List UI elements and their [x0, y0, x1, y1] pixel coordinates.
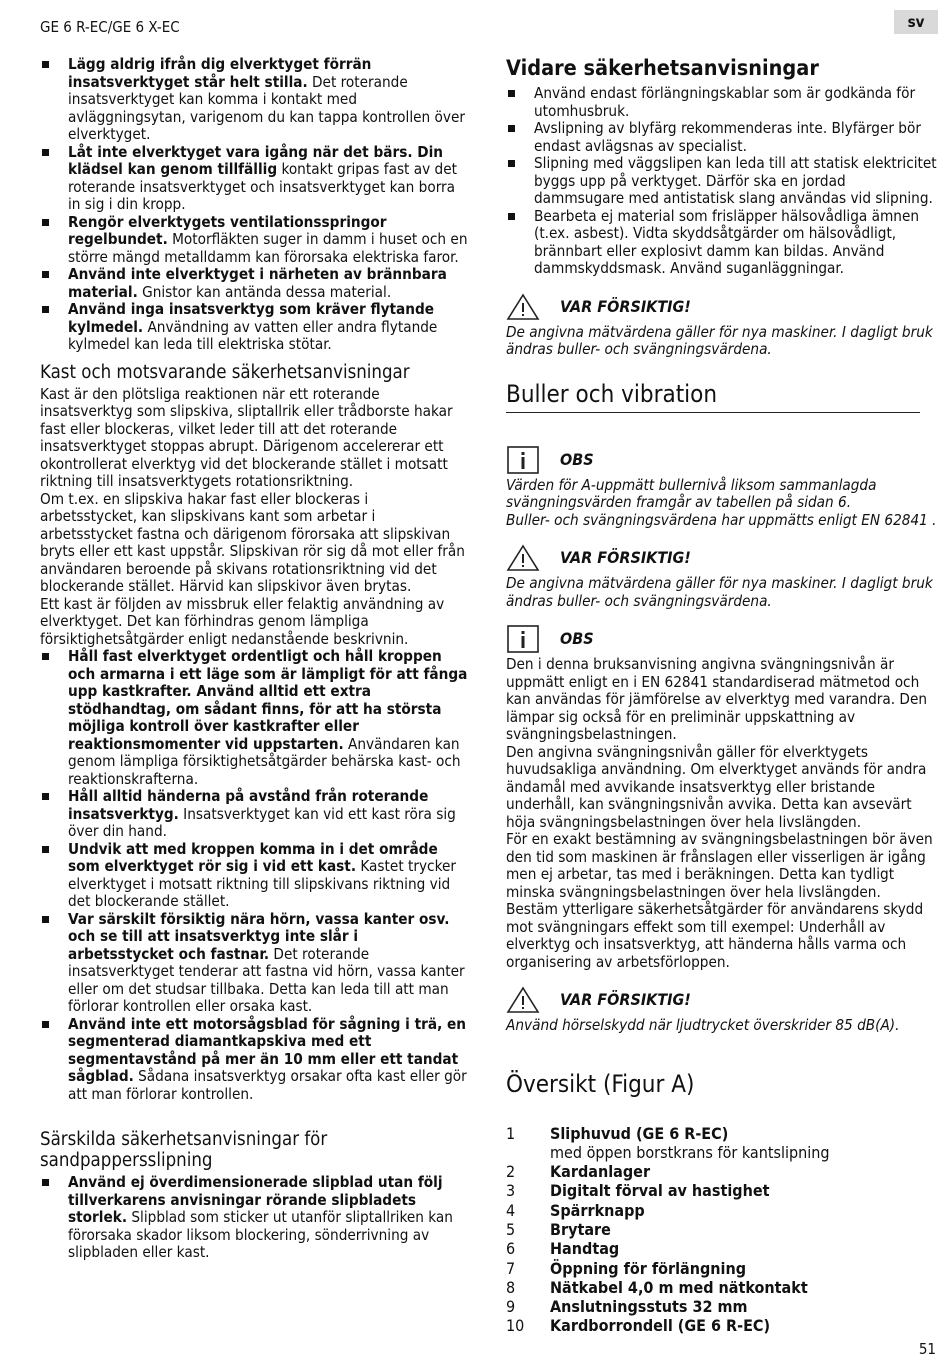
bullet-square-icon: [42, 1179, 49, 1186]
bullet-text: Kastet trycker elverktyget i motsatt riktning till slipskivans riktning vid det blockerande stället.: [68, 857, 456, 910]
safety-bullet-item: [40, 56, 468, 144]
kickback-bullet-list: [40, 648, 468, 1103]
overview-item: [506, 1259, 938, 1278]
overview-item-number: 7: [506, 1258, 516, 1278]
safety-bullet-item: [40, 144, 468, 214]
caution-label: VAR FÖRSIKTIG!: [560, 548, 691, 568]
document-header-title: GE 6 R-EC/GE 6 X-EC: [40, 18, 180, 36]
overview-item-number: 3: [506, 1181, 516, 1201]
bullet-square-icon: [42, 653, 49, 660]
bullet-text: Slipblad som sticker ut utanför sliptallriken kan förorsaka skador liksom blockering, sönderrivning av slipbladen eller kast.: [68, 1208, 453, 1261]
overview-item: [506, 1162, 938, 1181]
bullet-text: Bearbeta ej material som frisläpper hälsovådliga ämnen (t.ex. asbest). Vidta skyddsåtgärder om hälsovådligt, brännbart eller explosivt damm kan bildas. Använd dammskyddsmask. Använd suganläggningar.: [534, 206, 920, 277]
further-safety-heading: Vidare säkerhetsanvisningar: [506, 56, 819, 81]
safety-bullet-item: [40, 266, 468, 301]
further-safety-bullet-item: [506, 85, 938, 120]
bullet-text: Användning av vatten eller andra flytande kylmedel kan leda till elektriska stötar.: [68, 317, 438, 353]
overview-item: [506, 1181, 938, 1200]
overview-item-text: [550, 1278, 808, 1297]
overview-item-text: [550, 1220, 611, 1239]
bullet-square-icon: [508, 213, 515, 220]
caution-note-1: [506, 292, 938, 322]
overview-item-label: Sliphuvud (GE 6 R-EC): [550, 1123, 729, 1143]
kickback-bullet-item: [40, 841, 468, 911]
overview-item-text: [550, 1162, 650, 1181]
bullet-bold-text: Använd ej överdimensionerade slipblad utan följ tillverkarens anvisningar rörande slipbladets storlek.: [68, 1173, 443, 1226]
caution-text: De angivna mätvärdena gäller för nya maskiner. I dagligt bruk ändras buller- och svängningsvärdena.: [506, 574, 933, 610]
bullet-square-icon: [42, 149, 49, 156]
overview-item: [506, 1201, 938, 1220]
overview-item: [506, 1297, 938, 1316]
caution-label: VAR FÖRSIKTIG!: [560, 296, 691, 316]
safety-bullet-item: [40, 214, 468, 267]
further-safety-bullet-item: [506, 208, 938, 278]
safety-bullet-item: [40, 301, 468, 354]
bullet-square-icon: [42, 846, 49, 853]
bullet-square-icon: [42, 793, 49, 800]
caution-note-3: [506, 985, 938, 1015]
bullet-bold-text: Använd inte elverktyget i närheten av brännbara material.: [68, 265, 447, 301]
overview-item-number: 1: [506, 1123, 516, 1143]
overview-list: [506, 1124, 938, 1336]
bullet-text: Insatsverktyget kan vid ett kast röra sig över din hand.: [68, 804, 456, 840]
kickback-paragraph: Kast är den plötsliga reaktionen när ett roterande insatsverktyg som slipskiva, sliptallrik eller trådborste hakar fast eller blockeras, vilket leder till att det roterande insatsverktyget stoppas abrupt. Därigenom accelererar ett okontrollerat elverktyg vid det blockerande stället i motsatt riktning till insatsverktygets rotationsriktning.: [40, 384, 453, 490]
info-note-1: [506, 445, 938, 475]
bullet-bold-text: Var särskilt försiktig nära hörn, vassa kanter osv. och se till att insatsverktyg inte slår i arbetsstycket och fastnar.: [68, 909, 450, 963]
overview-item: [506, 1316, 938, 1335]
overview-item-label: Nätkabel 4,0 m med nätkontakt: [550, 1277, 808, 1297]
overview-item-sub: med öppen borstkrans för kantslipning: [550, 1142, 830, 1162]
bullet-bold-text: Låt inte elverktyget vara igång när det bärs. Din klädsel kan genom tillfällig: [68, 142, 444, 178]
warning-triangle-icon: [506, 544, 540, 572]
kickback-bullet-item: [40, 911, 468, 1016]
caution-text: Använd hörselskydd när ljudtrycket överskrider 85 dB(A).: [506, 1016, 900, 1034]
overview-item-text: [550, 1124, 830, 1163]
overview-item-label: Spärrknapp: [550, 1200, 645, 1220]
bullet-bold-text: Använd inte ett motorsågsblad för sågning i trä, en segmenterad diamantkapskiva med ett segmentavstånd på mer än 10 mm eller ett tandat sågblad.: [68, 1014, 467, 1085]
obs-label: OBS: [560, 629, 594, 649]
caution-note-2: [506, 543, 938, 573]
kickback-paragraphs: [40, 386, 468, 649]
bullet-text: Slipning med väggslipen kan leda till att statisk elektricitet byggs upp på verktyget. Därför ska en jordad dammsugare med antistatisk slang användas vid slipning.: [534, 154, 937, 207]
sanding-heading: Särskilda säkerhetsanvisningar för sandpappersslipning: [40, 1129, 328, 1171]
bullet-text: Motorfläkten suger in damm i huset och en större mängd metalldamm kan förorsaka elektriska faror.: [68, 230, 468, 266]
overview-item: [506, 1239, 938, 1258]
bullet-text: Sådana insatsverktyg orsakar ofta kast eller gör att man förlorar kontrollen.: [68, 1067, 467, 1103]
info-note-2: [506, 624, 938, 654]
overview-item-label: Handtag: [550, 1239, 620, 1259]
further-safety-bullet-item: [506, 120, 938, 155]
overview-item-label: Brytare: [550, 1219, 611, 1239]
overview-item: [506, 1278, 938, 1297]
bullet-square-icon: [42, 219, 49, 226]
overview-heading: Översikt (Figur A): [506, 1069, 695, 1098]
bullet-text: Gnistor kan antända dessa material.: [137, 282, 392, 301]
overview-item-text: [550, 1297, 748, 1316]
noise-vibration-heading: Buller och vibration: [506, 379, 718, 408]
caution-label: VAR FÖRSIKTIG!: [560, 990, 691, 1010]
kickback-bullet-item: [40, 648, 468, 788]
bullet-bold-text: Håll alltid händerna på avstånd från roterande insatsverktyg.: [68, 787, 429, 823]
kickback-paragraph: Om t.ex. en slipskiva hakar fast eller blockeras i arbetsstycket, kan slipskivans kant som arbetar i arbetsstycket fastna och därigenom förorsaka att slipskivan bryts eller ett kast uppstår. Slipskivan rör sig då mot eller från användaren beroende på skivans rotationsriktning vid det blockerande stället. Härvid kan slipskivor även brytas.: [40, 489, 465, 595]
overview-item-number: 8: [506, 1277, 516, 1297]
bullet-square-icon: [508, 90, 515, 97]
bullet-text: Det roterande insatsverktyget kan komma i kontakt med avläggningsytan, varigenom du kan tappa kontrollen över elverktyget.: [68, 72, 465, 143]
overview-item-text: [550, 1181, 769, 1200]
language-badge: sv: [894, 10, 938, 34]
bullet-square-icon: [42, 306, 49, 313]
bullet-text: Det roterande insatsverktyget tenderar att fastna vid hörn, vassa kanter eller om det studsar tillbaka. Detta kan leda till att man förlorar kontrollen eller orsaka kast.: [68, 944, 465, 1015]
overview-item-number: 6: [506, 1239, 516, 1259]
overview-item-number: 9: [506, 1297, 516, 1317]
obs-text-2: Buller- och svängningsvärdena har uppmätts enligt EN 62841 .: [506, 510, 937, 529]
overview-item-text: [550, 1316, 770, 1335]
sanding-bullet-list: [40, 1174, 468, 1262]
overview-item-number: 5: [506, 1219, 516, 1239]
overview-item-number: 2: [506, 1162, 516, 1182]
obs-label: OBS: [560, 449, 594, 469]
further-safety-bullet-item: [506, 155, 938, 208]
bullet-bold-text: Undvik att med kroppen komma in i det område som elverktyget rör sig i vid ett kast.: [68, 839, 438, 875]
overview-item-label: Öppning för förlängning: [550, 1258, 747, 1278]
overview-item: [506, 1124, 938, 1163]
bullet-text: Användaren kan genom lämpliga försiktighetsåtgärder behärska kast- och reaktionskrafterna.: [68, 734, 461, 788]
obs-paragraph: Bestäm ytterligare säkerhetsåtgärder för användarens skydd mot svängningars effekt som till exempel: Underhåll av elverktyg och insatsverktyg, att händerna hålls varma och organisering av arbetsförloppen.: [506, 900, 924, 971]
bullet-square-icon: [42, 271, 49, 278]
obs-paragraphs: [506, 656, 938, 971]
obs-paragraph: Den i denna bruksanvisning angivna svängningsnivån är uppmätt enligt en i EN 62841 standardiserad mätmetod och kan användas för jämförelse av elverktyg med varandra. Den lämpar sig också för en preliminär uppskattning av svängningsbelastningen.: [506, 655, 928, 743]
bullet-square-icon: [42, 916, 49, 923]
bullet-bold-text: Lägg aldrig ifrån dig elverktyget förrän insatsverktyget står helt stilla.: [68, 55, 372, 91]
overview-item-number: 4: [506, 1200, 516, 1220]
obs-text-1: Värden för A-uppmätt bullernivå liksom sammanlagda svängningsvärden framgår av tabellen på sidan 6.: [506, 475, 877, 511]
further-safety-bullet-list: [506, 85, 938, 278]
heading-divider: [506, 412, 920, 413]
bullet-text: Avslipning av blyfärg rekommenderas inte. Blyfärger bör endast avlägsnas av specialist.: [534, 119, 921, 155]
noise-heading-block: [506, 379, 938, 413]
info-icon: [506, 625, 540, 653]
bullet-text: kontakt gripas fast av det roterande insatsverktyget och insatsverktyget kan borra in sig i din kropp.: [68, 160, 457, 213]
overview-item-label: Kardanlager: [550, 1162, 651, 1182]
safety-bullet-list-1: [40, 56, 468, 354]
bullet-bold-text: Håll fast elverktyget ordentligt och håll kroppen och armarna i ett läge som är lämpligt för att fånga upp kastkrafter. Använd alltid ett extra stödhandtag, om sådant finns, för att ha största möjliga kontroll över kastkrafter eller reaktionsmomenter vid uppstarten.: [68, 647, 468, 753]
bullet-text: Använd endast förlängningskablar som är godkända för utomhusbruk.: [534, 84, 916, 120]
bullet-square-icon: [508, 125, 515, 132]
obs-paragraph: För en exakt bestämning av svängningsbelastningen bör även den tid som maskinen är frånslagen eller visserligen är igång men ej arbetar, tas med i beräkningen. Detta kan tydligt minska svängningsbelastningen över hela livslängden.: [506, 830, 933, 901]
bullet-square-icon: [508, 160, 515, 167]
bullet-bold-text: Använd inga insatsverktyg som kräver flytande kylmedel.: [68, 300, 435, 336]
kickback-paragraph: Ett kast är följden av missbruk eller felaktig användning av elverktyget. Det kan förhindras genom lämpliga försiktighetsåtgärder enligt nedanstående beskrivnin.: [40, 594, 445, 648]
overview-item-text: [550, 1259, 746, 1278]
overview-item-label: Anslutningsstuts 32 mm: [550, 1297, 748, 1317]
left-column: [40, 56, 468, 1262]
overview-item-number: 10: [506, 1316, 525, 1336]
overview-item-text: [550, 1201, 645, 1220]
sanding-bullet-item: [40, 1174, 468, 1262]
right-column: [506, 56, 938, 1336]
warning-triangle-icon: [506, 986, 540, 1014]
page-number: 51: [918, 1340, 936, 1358]
info-icon: [506, 446, 540, 474]
bullet-square-icon: [42, 61, 49, 68]
warning-triangle-icon: [506, 293, 540, 321]
overview-item-label: Digitalt förval av hastighet: [550, 1181, 770, 1201]
overview-item-text: [550, 1239, 619, 1258]
kickback-bullet-item: [40, 1016, 468, 1104]
obs-paragraph: Den angivna svängningsnivån gäller för elverktygets huvudsakliga användning. Om elverktyget används för andra ändamål med avvikande insatsverktyg eller bristande underhåll, kan svängningsnivån avvika. Detta kan avsevärt höja svängningsbelastningen över hela livslängden.: [506, 742, 927, 831]
bullet-bold-text: Rengör elverktygets ventilationsspringor regelbundet.: [68, 212, 387, 248]
overview-item-label: Kardborrondell (GE 6 R-EC): [550, 1316, 771, 1336]
kickback-heading: Kast och motsvarande säkerhetsanvisningar: [40, 361, 410, 383]
kickback-bullet-item: [40, 788, 468, 841]
overview-item: [506, 1220, 938, 1239]
bullet-square-icon: [42, 1021, 49, 1028]
caution-text: De angivna mätvärdena gäller för nya maskiner. I dagligt bruk ändras buller- och svängningsvärdena.: [506, 322, 933, 358]
